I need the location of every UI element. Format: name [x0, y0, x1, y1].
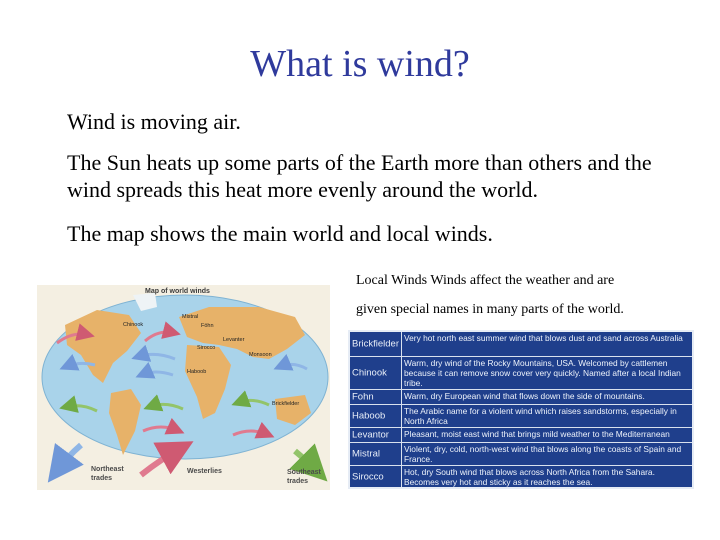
local-winds-caption-line1: Local Winds Winds affect the weather and are	[356, 273, 615, 288]
table-row	[350, 428, 692, 443]
legend-northeast-line2: trades	[91, 475, 113, 482]
map-label-mistral: Mistral	[182, 314, 199, 320]
map-label-fohn: Föhn	[201, 323, 214, 329]
map-label-levanter: Levanter	[223, 337, 245, 343]
map-label-haboob: Haboob	[187, 369, 207, 375]
legend-westerlies: Westerlies	[187, 468, 222, 475]
wind-description: The Arabic name for a violent wind which raises sandstorms, especially in North Africa	[401, 405, 691, 427]
local-winds-table	[348, 330, 694, 489]
wind-name: Fohn	[352, 391, 374, 403]
wind-name: Chinook	[352, 367, 387, 379]
table-row	[350, 357, 692, 390]
table-row	[350, 405, 692, 428]
wind-name: Brickfielder	[352, 338, 399, 350]
table-row	[350, 390, 692, 405]
wind-description: Warm, dry wind of the Rocky Mountains, USA. Welcomed by cattlemen because it can remove snow cover very quickly. Named after a local Indian tribe.	[401, 357, 691, 389]
local-winds-caption-line2: given special names in many parts of the world.	[356, 302, 624, 317]
paragraph-sun-heating: The Sun heats up some parts of the Earth more than others and the wind spreads this heat more evenly around the world.	[67, 150, 652, 202]
world-winds-map	[37, 285, 330, 490]
legend-southeast-line1: Southeast	[287, 469, 321, 476]
map-label-chinook: Chinook	[123, 322, 144, 328]
legend-southeast-line2: trades	[287, 478, 309, 485]
table-row	[350, 466, 692, 487]
wind-name: Haboob	[352, 410, 386, 422]
paragraph-wind-definition: Wind is moving air.	[67, 109, 241, 134]
slide-title: What is wind?	[250, 43, 470, 85]
world-winds-map-svg	[37, 285, 330, 490]
wind-description: Hot, dry South wind that blows across North Africa from the Sahara. Becomes very hot and sticky as it reaches the sea.	[401, 466, 691, 487]
paragraph-map-intro: The map shows the main world and local winds.	[67, 221, 493, 246]
map-label-brickfielder: Brickfielder	[272, 401, 300, 407]
wind-name: Levantor	[352, 429, 389, 441]
wind-description: Violent, dry, cold, north-west wind that blows along the coasts of Spain and France.	[401, 443, 691, 465]
wind-description: Very hot north east summer wind that blows dust and sand across Australia	[401, 332, 691, 356]
wind-name: Sirocco	[352, 471, 384, 482]
map-label-sirocco: Sirocco	[197, 345, 216, 351]
map-title: Map of world winds	[145, 288, 210, 295]
map-label-monsoon: Monsoon	[249, 352, 272, 358]
legend-northeast-line1: Northeast	[91, 466, 124, 473]
wind-description: Warm, dry European wind that flows down the side of mountains.	[401, 390, 691, 404]
wind-name: Mistral	[352, 448, 380, 460]
table-row	[350, 443, 692, 466]
table-row	[350, 332, 692, 357]
local-winds-caption	[356, 266, 696, 324]
wind-description: Pleasant, moist east wind that brings mild weather to the Mediterranean	[401, 428, 691, 442]
